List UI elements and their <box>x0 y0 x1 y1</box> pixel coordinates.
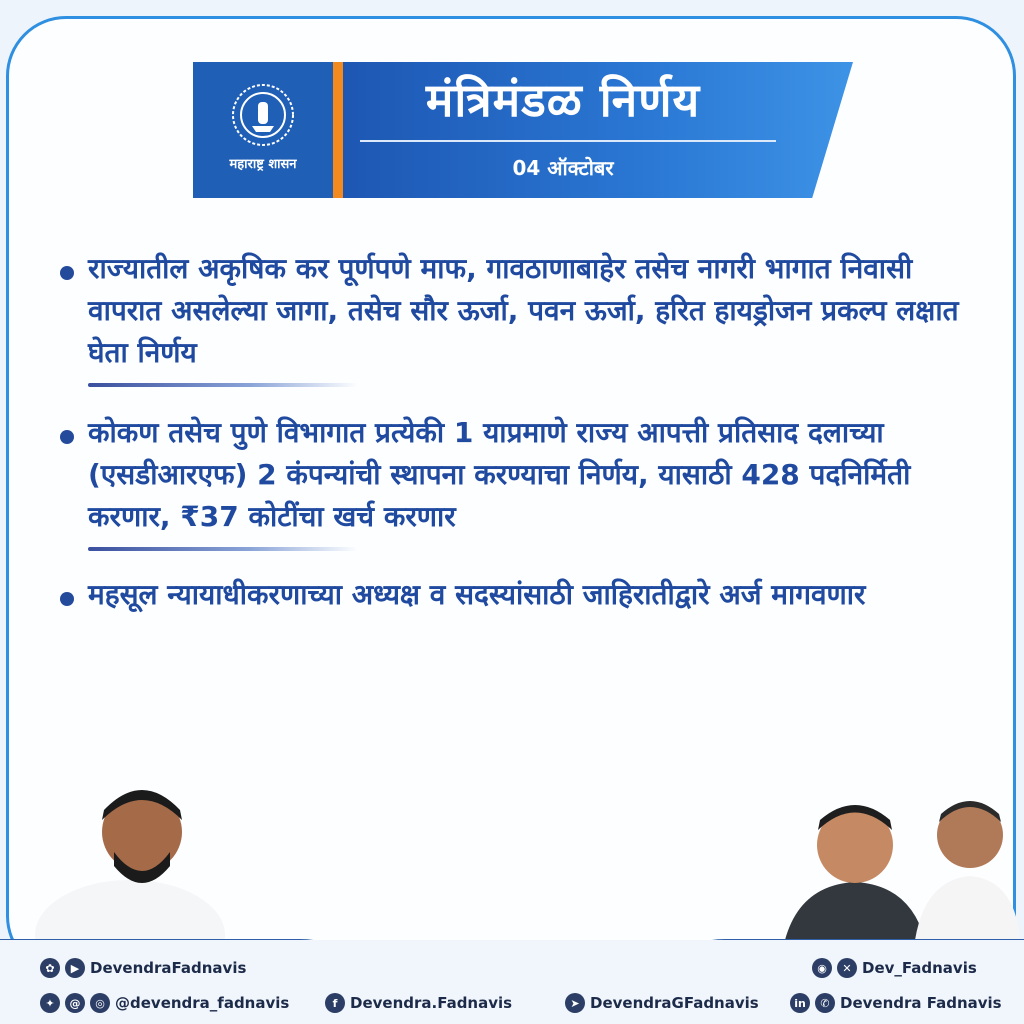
social-handle[interactable] <box>812 958 977 978</box>
maharashtra-emblem-icon <box>230 82 296 148</box>
government-label: महाराष्ट्र शासन <box>229 157 297 172</box>
portrait-center-right <box>780 790 930 940</box>
social-handle[interactable] <box>565 993 759 1013</box>
social-handle[interactable] <box>790 993 1002 1013</box>
social-handle[interactable] <box>40 958 246 978</box>
page-title: मंत्रिमंडळ निर्णय <box>425 73 701 127</box>
instagram-icon: ◎ <box>90 993 110 1013</box>
social-handle-text: Dev_Fadnavis <box>862 959 977 977</box>
divider <box>88 547 358 551</box>
bullet-icon <box>60 266 74 280</box>
decision-text: कोकण तसेच पुणे विभागात प्रत्येकी 1 याप्रमाणे राज्य आपत्ती प्रतिसाद दलाच्या (एसडीआरएफ) 2 कंपन्यांची स्थापना करण्याचा निर्णय, यासाठी 428 पदनिर्मिती करणार, ₹37 कोटींचा खर्च करणार <box>88 416 911 533</box>
decision-date: 04 ऑक्टोबर <box>512 156 614 180</box>
portrait-left <box>30 770 230 940</box>
social-handle[interactable] <box>40 993 289 1013</box>
portrait-right <box>915 780 1020 940</box>
social-handle-text: DevendraGFadnavis <box>590 994 759 1012</box>
header-accent-bar <box>333 62 343 198</box>
sharechat-icon: ✦ <box>40 993 60 1013</box>
bullet-icon <box>60 592 74 606</box>
bullet-icon <box>60 430 74 444</box>
x-icon: ✕ <box>837 958 857 978</box>
social-handle-text: DevendraFadnavis <box>90 959 247 977</box>
social-handle-text: Devendra.Fadnavis <box>350 994 513 1012</box>
decision-text: महसूल न्यायाधीकरणाच्या अध्यक्ष व सदस्यांसाठी जाहिरातीद्वारे अर्ज मागवणार <box>88 578 866 611</box>
facebook-icon: f <box>325 993 345 1013</box>
youtube-icon: ▶ <box>65 958 85 978</box>
social-handle-text: @devendra_fadnavis <box>115 994 290 1012</box>
threads-icon: @ <box>65 993 85 1013</box>
social-handle[interactable] <box>325 993 512 1013</box>
linkedin-icon: in <box>790 993 810 1013</box>
telegram-icon: ➤ <box>565 993 585 1013</box>
whatsapp-icon: ✆ <box>815 993 835 1013</box>
title-divider <box>360 140 776 142</box>
snapchat-icon: ◉ <box>812 958 832 978</box>
koo-icon: ✿ <box>40 958 60 978</box>
decision-text: राज्यातील अकृषिक कर पूर्णपणे माफ, गावठाणाबाहेर तसेच नागरी भागात निवासी वापरात असलेल्या जागा, तसेच सौर ऊर्जा, पवन ऊर्जा, हरित हायड्रोजन प्रकल्प लक्षात घेता निर्णय <box>88 252 959 369</box>
social-handle-text: Devendra Fadnavis <box>840 994 1002 1012</box>
divider <box>88 383 358 387</box>
